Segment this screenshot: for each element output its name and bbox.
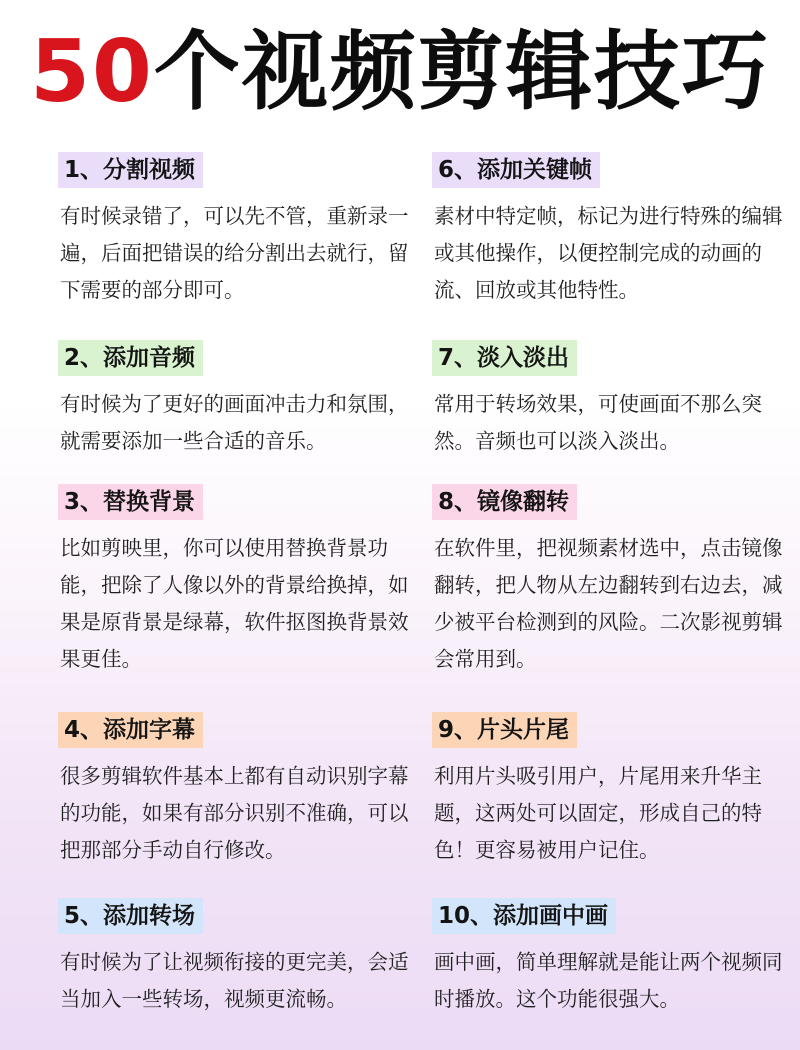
tip-10 bbox=[432, 898, 800, 1018]
tip-body: 比如剪映里，你可以使用替换背景功能，把除了人像以外的背景给换掉，如果是原背景是绿幕，软件抠图换背景效果更佳。 bbox=[60, 536, 409, 671]
title-number: 50 bbox=[30, 22, 154, 122]
tip-body: 有时候为了更好的画面冲击力和氛围，就需要添加一些合适的音乐。 bbox=[60, 392, 409, 453]
tip-8 bbox=[432, 484, 800, 678]
tip-heading: 7、淡入淡出 bbox=[432, 340, 577, 376]
tip-7 bbox=[432, 340, 800, 460]
tip-body: 素材中特定帧，标记为进行特殊的编辑或其他操作，以便控制完成的动画的流、回放或其他特性。 bbox=[434, 204, 783, 302]
tip-heading: 3、替换背景 bbox=[58, 484, 203, 520]
tip-heading: 2、添加音频 bbox=[58, 340, 203, 376]
tip-heading: 9、片头片尾 bbox=[432, 712, 577, 748]
page-title bbox=[0, 22, 800, 122]
tip-5 bbox=[58, 898, 428, 1018]
tip-heading: 6、添加关键帧 bbox=[432, 152, 600, 188]
tip-body: 有时候录错了，可以先不管，重新录一遍，后面把错误的给分割出去就行，留下需要的部分即可。 bbox=[60, 204, 409, 302]
tip-heading: 4、添加字幕 bbox=[58, 712, 203, 748]
tip-body: 有时候为了让视频衔接的更完美，会适当加入一些转场，视频更流畅。 bbox=[60, 950, 409, 1011]
tip-4 bbox=[58, 712, 428, 869]
tip-1 bbox=[58, 152, 428, 309]
tip-body: 很多剪辑软件基本上都有自动识别字幕的功能，如果有部分识别不准确，可以把那部分手动自行修改。 bbox=[60, 764, 409, 862]
tip-body: 画中画，简单理解就是能让两个视频同时播放。这个功能很强大。 bbox=[434, 950, 783, 1011]
title-text: 个视频剪辑技巧 bbox=[153, 22, 770, 122]
tip-2 bbox=[58, 340, 428, 460]
tip-body: 利用片头吸引用户，片尾用来升华主题，这两处可以固定，形成自己的特色！更容易被用户记住。 bbox=[434, 764, 762, 862]
tip-body: 常用于转场效果，可使画面不那么突然。音频也可以淡入淡出。 bbox=[434, 392, 762, 453]
tip-body: 在软件里，把视频素材选中，点击镜像翻转，把人物从左边翻转到右边去，减少被平台检测到的风险。二次影视剪辑会常用到。 bbox=[434, 536, 783, 671]
tip-heading: 8、镜像翻转 bbox=[432, 484, 577, 520]
tip-heading: 5、添加转场 bbox=[58, 898, 203, 934]
tip-9 bbox=[432, 712, 800, 869]
tip-6 bbox=[432, 152, 800, 309]
tip-3 bbox=[58, 484, 428, 678]
tip-heading: 1、分割视频 bbox=[58, 152, 203, 188]
tip-heading: 10、添加画中画 bbox=[432, 898, 616, 934]
